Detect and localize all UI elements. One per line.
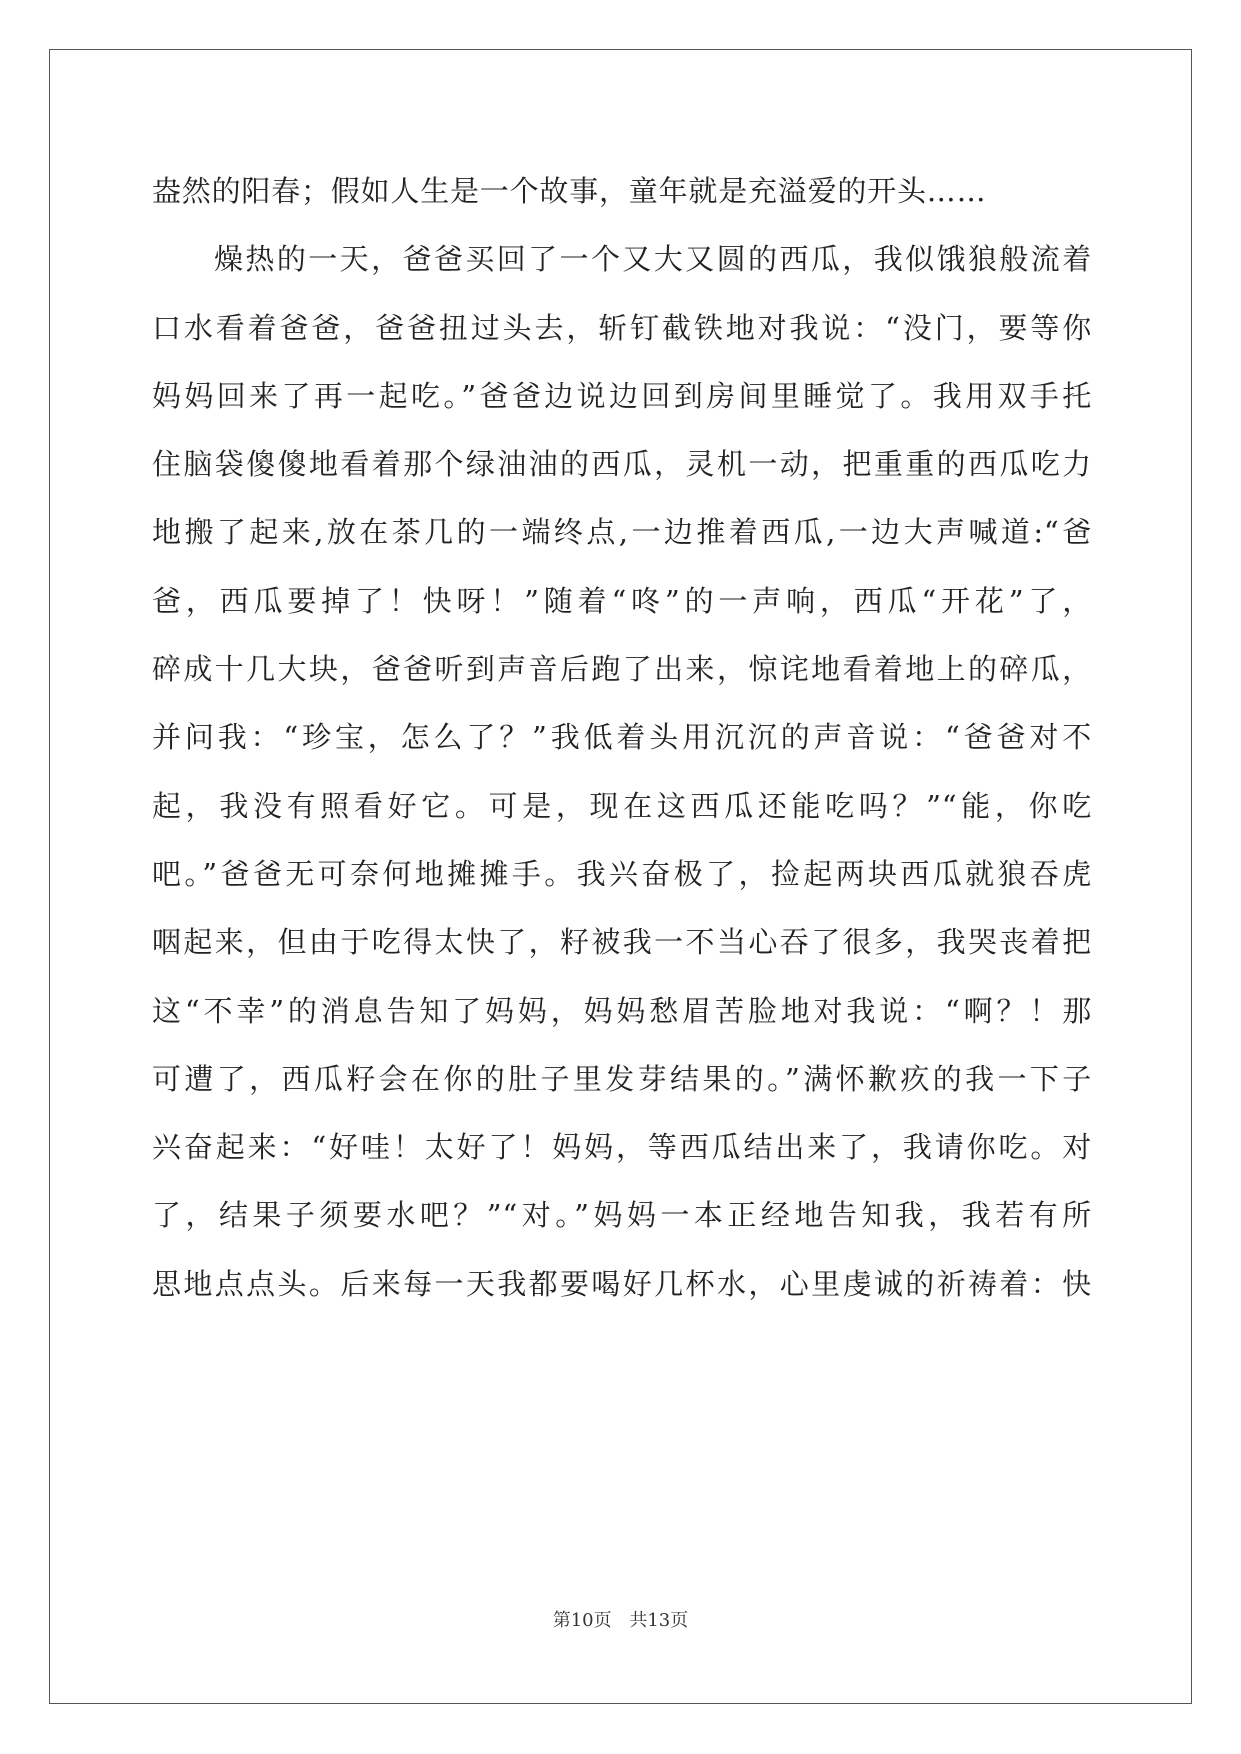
text-line: 爸，西瓜要掉了！快呀！”随着“咚”的一声响，西瓜“开花”了， — [152, 583, 1092, 618]
text-line: 燥热的一天，爸爸买回了一个又大又圆的西瓜，我似饿狼般流着 — [214, 242, 1092, 277]
text-line: 吧。”爸爸无可奈何地摊摊手。我兴奋极了，捡起两块西瓜就狼吞虎 — [152, 856, 1092, 891]
text-line: 了，结果子须要水吧？”“对。”妈妈一本正经地告知我，我若有所 — [152, 1198, 1092, 1233]
text-line: 思地点点头。后来每一天我都要喝好几杯水，心里虔诚的祈祷着：快 — [152, 1266, 1092, 1301]
text-line: 可遭了，西瓜籽会在你的肚子里发芽结果的。”满怀歉疚的我一下子 — [152, 1061, 1092, 1096]
page-footer — [0, 1606, 1241, 1632]
text-line: 地搬了起来,放在茶几的一端终点,一边推着西瓜,一边大声喊道:“爸 — [152, 515, 1092, 550]
text-line: 盎然的阳春；假如人生是一个故事，童年就是充溢爱的开头…… — [152, 174, 987, 208]
text-line: 妈妈回来了再一起吃。”爸爸边说边回到房间里睡觉了。我用双手托 — [152, 378, 1092, 413]
text-line: 起，我没有照看好它。可是，现在这西瓜还能吃吗？”“能，你吃 — [152, 788, 1092, 823]
text-line: 并问我：“珍宝，怎么了？”我低着头用沉沉的声音说：“爸爸对不 — [152, 720, 1092, 755]
text-line: 咽起来，但由于吃得太快了，籽被我一不当心吞了很多，我哭丧着把 — [152, 925, 1092, 960]
text-line: 这“不幸”的消息告知了妈妈，妈妈愁眉苦脸地对我说：“啊？！那 — [152, 993, 1092, 1028]
page-number: 第10页 — [552, 1610, 612, 1631]
text-line: 兴奋起来：“好哇！太好了！妈妈，等西瓜结出来了，我请你吃。对 — [152, 1130, 1092, 1165]
document-body — [152, 157, 1092, 1318]
text-line: 碎成十几大块，爸爸听到声音后跑了出来，惊诧地看着地上的碎瓜， — [152, 652, 1092, 687]
page-total: 共13页 — [629, 1610, 689, 1631]
text-line: 口水看着爸爸，爸爸扭过头去，斩钉截铁地对我说：“没门，要等你 — [152, 310, 1092, 345]
text-line: 住脑袋傻傻地看着那个绿油油的西瓜，灵机一动，把重重的西瓜吃力 — [152, 447, 1092, 482]
